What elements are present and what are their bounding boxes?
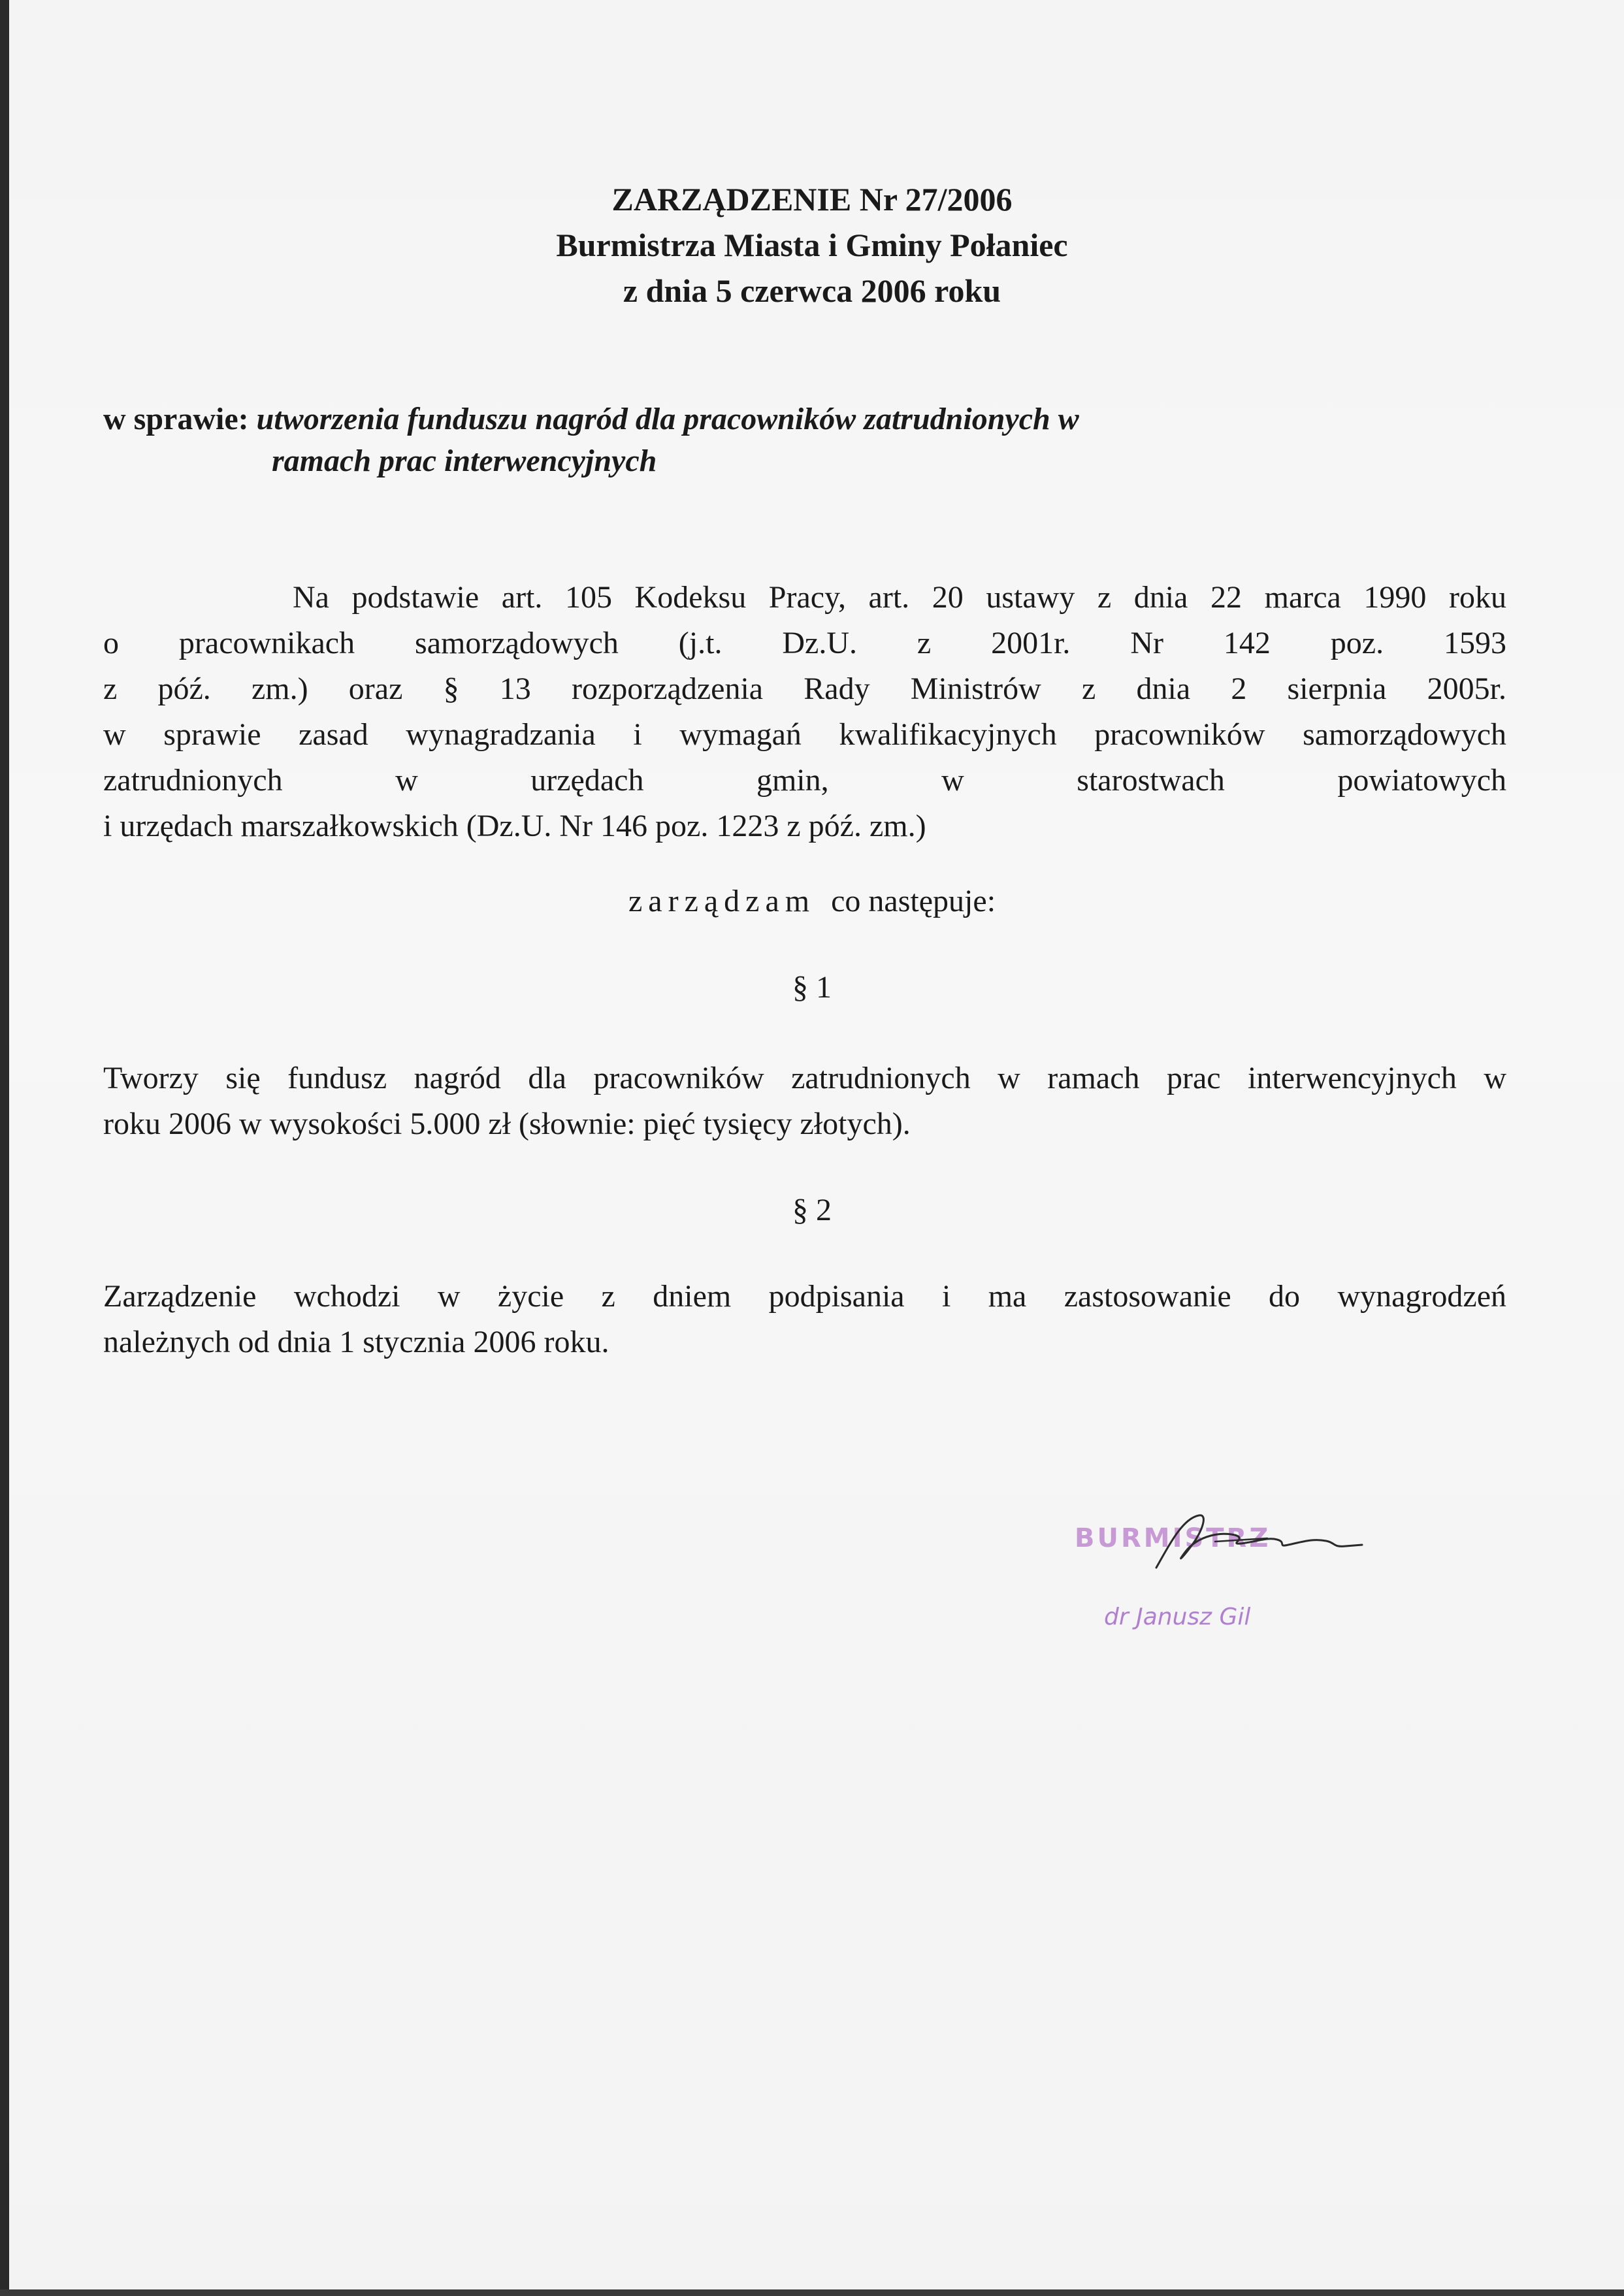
section-1-text xyxy=(103,1056,1506,1147)
section-2-text xyxy=(103,1274,1506,1365)
subject-topic-line1: utworzenia funduszu nagród dla pracowników zatrudnionych w xyxy=(256,402,1079,436)
subject-lead: w sprawie: xyxy=(103,402,249,436)
scan-edge-bottom xyxy=(0,2289,1624,2296)
legal-basis-line: w sprawie zasad wynagradzania i wymagań kwalifikacyjnych pracowników samorządowych xyxy=(103,717,1506,752)
section-2-line: należnych od dnia 1 stycznia 2006 roku. xyxy=(103,1325,609,1359)
subject-block xyxy=(103,398,1344,482)
official-stamp-name: dr Janusz Gil xyxy=(1104,1604,1251,1630)
document-header xyxy=(0,176,1624,314)
subject-topic-line2: ramach prac interwencyjnych xyxy=(272,444,657,478)
legal-basis-line: z póź. zm.) oraz § 13 rozporządzenia Rady Ministrów z dnia 2 sierpnia 2005r. xyxy=(103,671,1506,706)
decree-title: ZARZĄDZENIE Nr 27/2006 xyxy=(611,181,1013,218)
decree-rest: co następuje: xyxy=(831,884,996,918)
legal-basis-line: Na podstawie art. 105 Kodeksu Pracy, art. 20 ustawy z dnia 22 marca 1990 roku xyxy=(293,580,1506,615)
legal-basis-paragraph xyxy=(103,575,1506,849)
decree-clause xyxy=(0,883,1624,919)
issuer-line: Burmistrza Miasta i Gminy Połaniec xyxy=(556,227,1068,263)
section-2-mark: § 2 xyxy=(792,1193,832,1227)
legal-basis-line: o pracownikach samorządowych (j.t. Dz.U. z 2001r. Nr 142 poz. 1593 xyxy=(103,626,1506,660)
date-line: z dnia 5 czerwca 2006 roku xyxy=(623,272,1001,309)
section-2-line: Zarządzenie wchodzi w życie z dniem podpisania i ma zastosowanie do wynagrodzeń xyxy=(103,1279,1506,1314)
legal-basis-line: i urzędach marszałkowskich (Dz.U. Nr 146 poz. 1223 z póź. zm.) xyxy=(103,809,926,843)
legal-basis-line: zatrudnionych w urzędach gmin, w starostwach powiatowych xyxy=(103,763,1506,798)
section-1-line: Tworzy się fundusz nagród dla pracowników zatrudnionych w ramach prac interwencyjnych w xyxy=(103,1061,1506,1095)
section-1-line: roku 2006 w wysokości 5.000 zł (słownie: pięć tysięcy złotych). xyxy=(103,1107,911,1141)
decree-spaced-word: zarządzam xyxy=(628,884,816,918)
scan-edge-left xyxy=(0,0,9,2296)
section-1-mark: § 1 xyxy=(792,970,832,1005)
official-stamp-title: BURMISTRZ xyxy=(1075,1523,1271,1553)
handwritten-signature xyxy=(1137,1506,1372,1577)
